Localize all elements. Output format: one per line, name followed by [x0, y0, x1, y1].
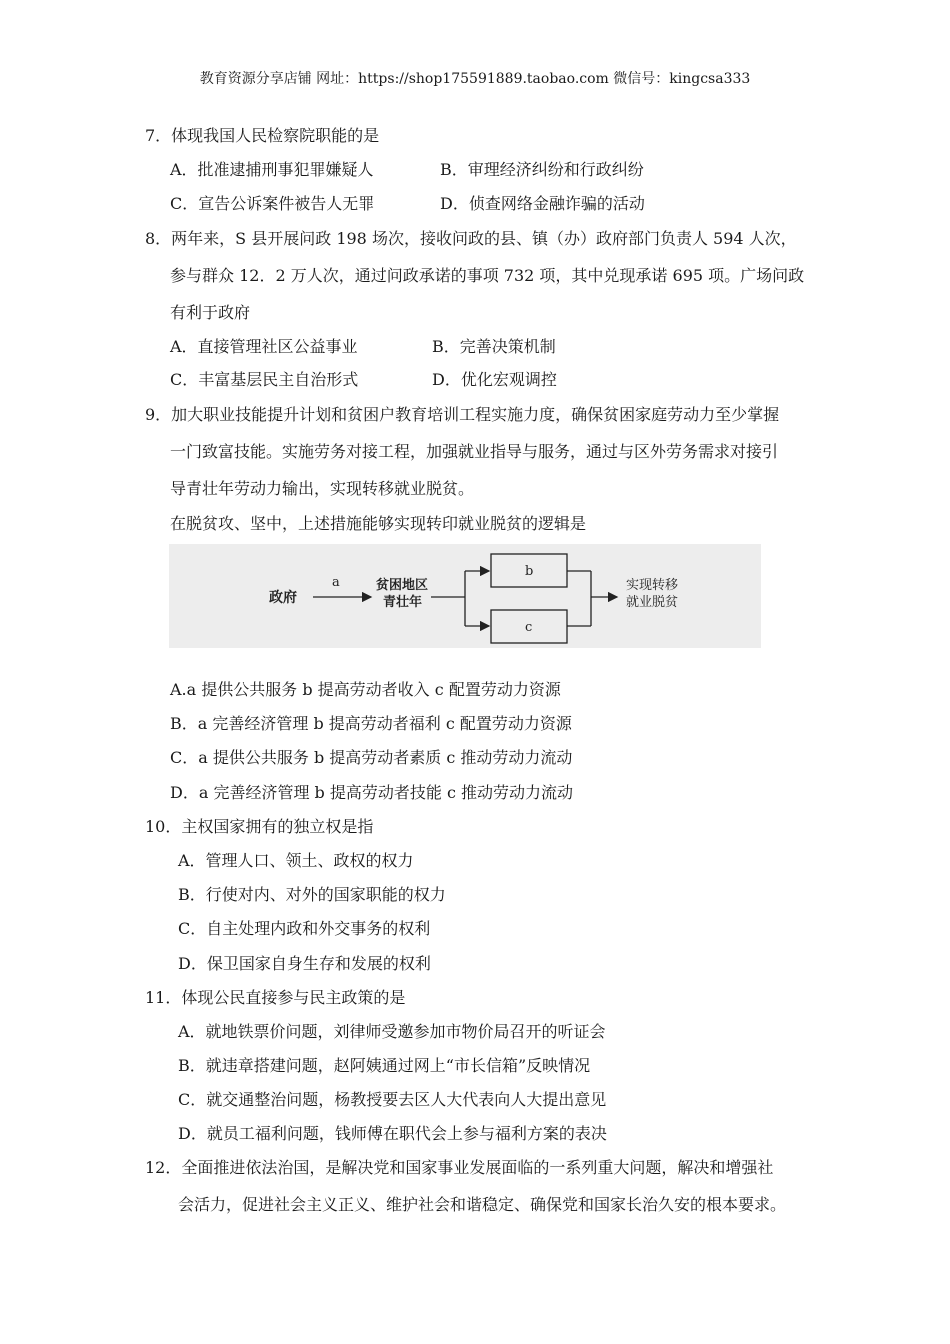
q10-option-a: A．管理人口、领土、政权的权力 [178, 851, 414, 870]
diagram-box-c-label: c [525, 620, 533, 635]
q8-stem-line2: 参与群众 12．2 万人次，通过问政承诺的事项 732 项，其中兑现承诺 695 项。广场问政 [170, 266, 805, 285]
q10-option-d: D．保卫国家自身生存和发展的权利 [178, 954, 431, 973]
q10-option-b: B．行使对内、对外的国家职能的权力 [178, 885, 446, 904]
q11-option-c: C．就交通整治问题，杨教授要去区人大代表向人大提出意见 [178, 1090, 607, 1109]
q8-option-a: A．直接管理社区公益事业 [170, 337, 358, 356]
q8-option-c: C．丰富基层民主自治形式 [170, 370, 359, 389]
q12-stem-line1: 12．全面推进依法治国，是解决党和国家事业发展面临的一系列重大问题，解决和增强社 [145, 1158, 774, 1177]
q9-logic-diagram [169, 544, 761, 648]
q8-stem-line1: 8．两年来，S 县开展问政 198 场次，接收问政的县、镇（办）政府部门负责人 594 人次， [145, 229, 797, 248]
diagram-end-line2: 就业脱贫 [626, 595, 679, 610]
q9-stem-line1: 9．加大职业技能提升计划和贫困户教育培训工程实施力度，确保贫困家庭劳动力至少掌握 [145, 405, 780, 424]
q9-stem-line2: 一门致富技能。实施劳务对接工程，加强就业指导与服务，通过与区外劳务需求对接引 [170, 442, 779, 461]
q10-option-c: C．自主处理内政和外交事务的权利 [178, 919, 431, 938]
diagram-mid-line2: 青壮年 [383, 595, 423, 610]
q11-stem: 11．体现公民直接参与民主政策的是 [145, 988, 406, 1007]
q10-stem: 10．主权国家拥有的独立权是指 [145, 817, 374, 836]
page-header: 教育资源分享店铺 网址：https://shop175591889.taobao.com 微信号：kingcsa333 [199, 71, 751, 87]
q9-stem-line3: 导青壮年劳动力输出，实现转移就业脱贫。 [170, 479, 475, 498]
q8-stem-line3: 有利于政府 [170, 303, 251, 322]
q7-stem: 7．体现我国人民检察院职能的是 [145, 126, 380, 145]
diagram-end-line1: 实现转移 [626, 578, 679, 593]
diagram-box-b-label: b [525, 564, 534, 579]
q11-option-a: A．就地铁票价问题，刘律师受邀参加市物价局召开的听证会 [178, 1022, 606, 1041]
q7-option-c: C．宣告公诉案件被告人无罪 [170, 194, 375, 213]
q7-option-b: B．审理经济纠纷和行政纠纷 [440, 160, 644, 179]
diagram-mid-line1: 贫困地区 [376, 578, 429, 593]
q9-option-b: B．a 完善经济管理 b 提高劳动者福利 c 配置劳动力资源 [170, 714, 572, 733]
q9-option-a: A.a 提供公共服务 b 提高劳动者收入 c 配置劳动力资源 [170, 680, 561, 699]
q7-option-d: D．侦查网络金融诈骗的活动 [440, 194, 645, 213]
q7-option-a: A．批准逮捕刑事犯罪嫌疑人 [170, 160, 374, 179]
q9-option-c: C．a 提供公共服务 b 提高劳动者素质 c 推动劳动力流动 [170, 748, 573, 767]
diagram-gov-label: 政府 [269, 590, 297, 606]
diagram-arrow-a-label: a [332, 575, 340, 590]
q9-stem-line4: 在脱贫攻、坚中，上述措施能够实现转印就业脱贫的逻辑是 [170, 514, 587, 533]
q12-stem-line2: 会活力，促进社会主义正义、维护社会和谐稳定、确保党和国家长治久安的根本要求。 [178, 1195, 787, 1214]
q9-option-d: D．a 完善经济管理 b 提高劳动者技能 c 推动劳动力流动 [170, 783, 574, 802]
q8-option-b: B．完善决策机制 [432, 337, 556, 356]
q8-option-d: D．优化宏观调控 [432, 370, 557, 389]
q11-option-d: D．就员工福利问题，钱师傅在职代会上参与福利方案的表决 [178, 1124, 607, 1143]
q11-option-b: B．就违章搭建问题，赵阿姨通过网上“市长信箱”反映情况 [178, 1056, 591, 1075]
